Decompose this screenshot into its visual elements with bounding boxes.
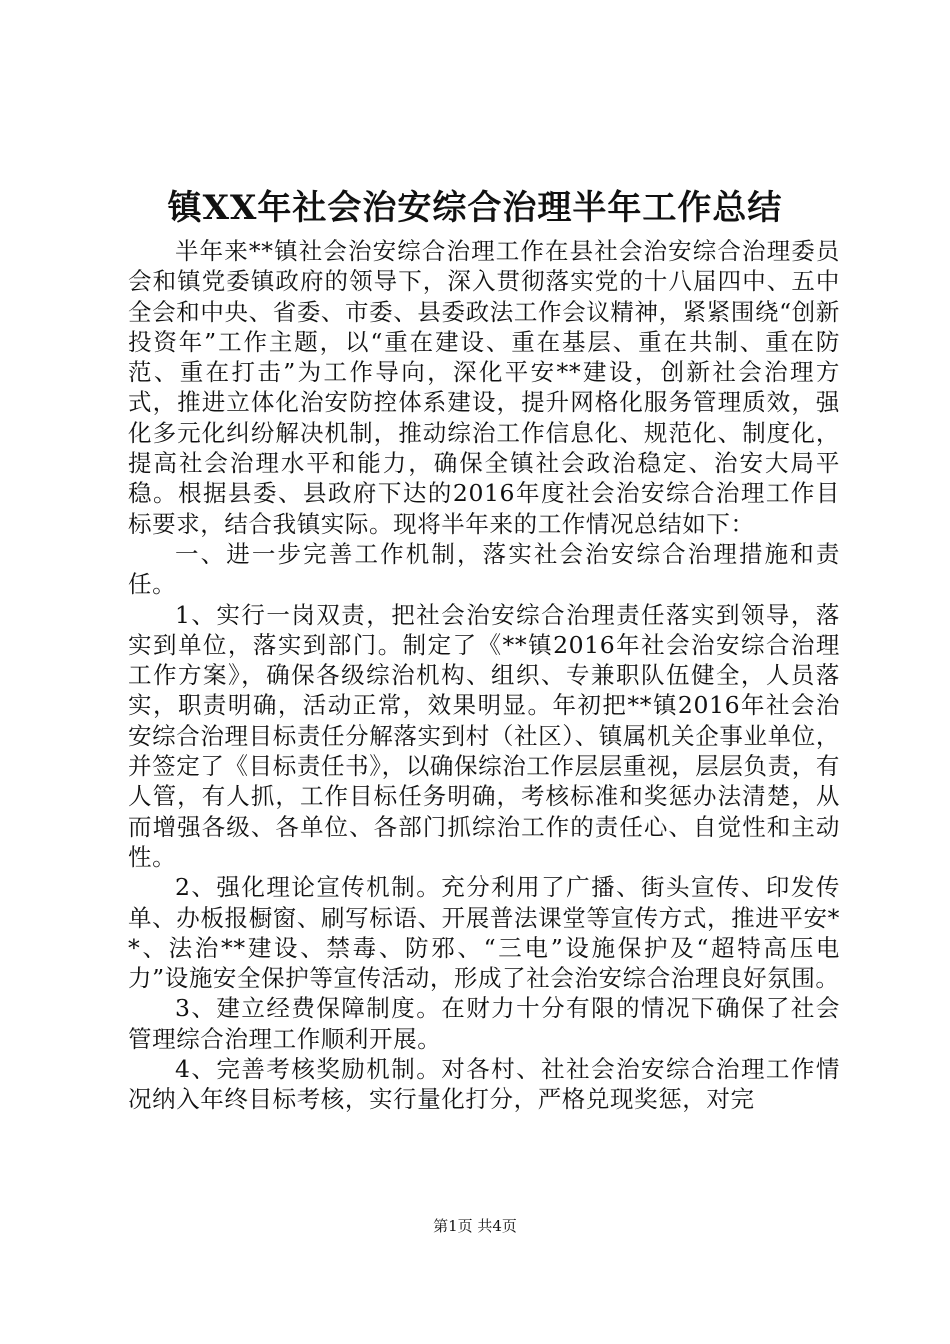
paragraph-section-heading-1: 一、进一步完善工作机制，落实社会治安综合治理措施和责任。 (128, 539, 840, 599)
document-body (128, 236, 840, 1115)
paragraph-item-3: 3、建立经费保障制度。在财力十分有限的情况下确保了社会管理综合治理工作顺利开展。 (128, 994, 840, 1053)
paragraph-intro: 半年来**镇社会治安综合治理工作在县社会治安综合治理委员会和镇党委镇政府的领导下，深入贯彻落实党的十八届四中、五中全会和中央、省委、市委、县委政法工作会议精神，紧紧围绕“创新投资年”工作主题，以“重在建设、重在基层、重在共制、重在防范、重在打击”为工作导向，深化平安**建设，创新社会治理方式，推进立体化治安防控体系建设，提升网格化服务管理质效，强化多元化纠纷解决机制，推动综治工作信息化、规范化、制度化，提高社会治理水平和能力，确保全镇社会政治稳定、治安大局平稳。根据县委、县政府下达的2016年度社会治安综合治理工作目标要求，结合我镇实际。现将半年来的工作情况总结如下： (128, 237, 840, 538)
document-title: 镇XX年社会治安综合治理半年工作总结 (167, 188, 783, 228)
page-number-footer: 第1页 共4页 (433, 1217, 517, 1235)
paragraph-item-4: 4、完善考核奖励机制。对各村、社社会治安综合治理工作情况纳入年终目标考核，实行量化打分，严格兑现奖惩，对完 (128, 1055, 840, 1114)
paragraph-item-1: 1、实行一岗双责，把社会治安综合治理责任落实到领导，落实到单位，落实到部门。制定了《**镇2016年社会治安综合治理工作方案》，确保各级综治机构、组织、专兼职队伍健全，人员落实，职责明确，活动正常，效果明显。年初把**镇2016年社会治安综合治理目标责任分解落实到村（社区）、镇属机关企事业单位，并签定了《目标责任书》，以确保综治工作层层重视，层层负责，有人管，有人抓，工作目标任务明确，考核标准和奖惩办法清楚，从而增强各级、各单位、各部门抓综治工作的责任心、自觉性和主动性。 (128, 600, 840, 871)
paragraph-item-2: 2、强化理论宣传机制。充分利用了广播、街头宣传、印发传单、办板报橱窗、刷写标语、开展普法课堂等宣传方式，推进平安**、法治**建设、禁毒、防邪、“三电”设施保护及“超特高压电力”设施安全保护等宣传活动，形成了社会治安综合治理良好氛围。 (128, 873, 840, 993)
